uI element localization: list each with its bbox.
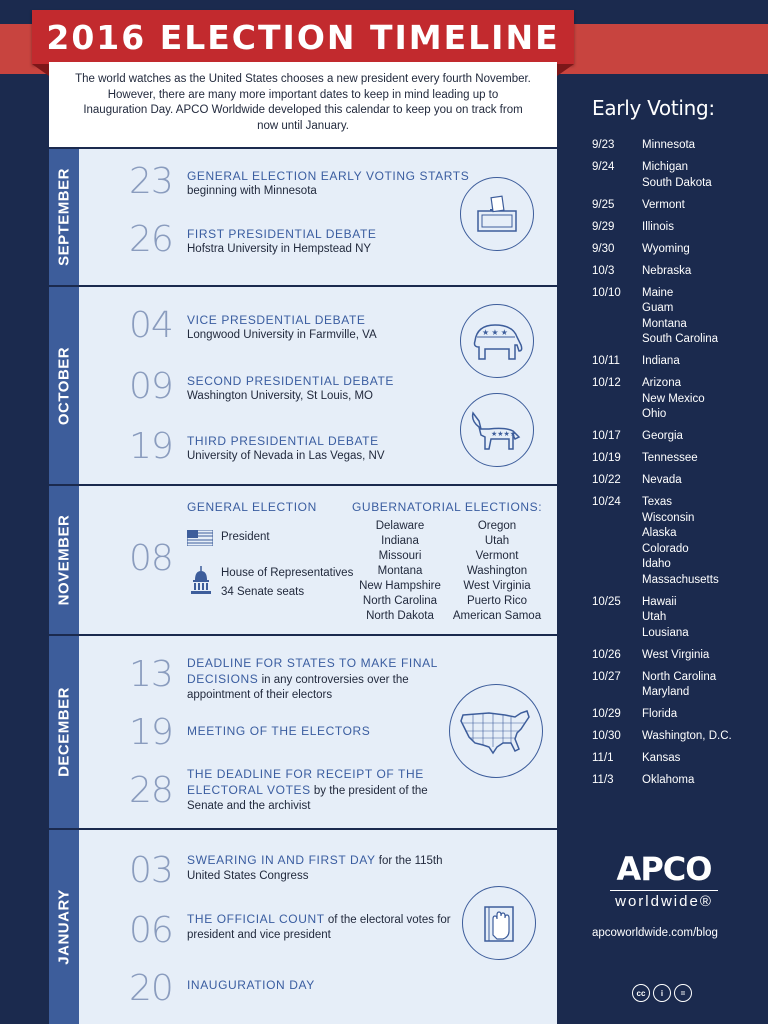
state-name: North Carolina (362, 595, 438, 607)
early-voting-states (642, 729, 762, 745)
intro-text: The world watches as the United States chooses a new president every fourth November. However, there are many more important dates to keep in mind leading up to Inauguration Day. APCO Worldwide developed this calendar to keep you on track from now until January. (49, 62, 557, 147)
early-voting-states (642, 286, 762, 348)
state-name: Missouri (378, 550, 422, 562)
event-desc: for the 115th United States Congress (187, 855, 443, 882)
early-voting-row (592, 198, 762, 214)
state-name: Illinois (642, 220, 674, 233)
early-voting-date: 9/25 (592, 198, 615, 211)
attribution-icon: i (653, 984, 671, 1002)
early-voting-row (592, 707, 762, 723)
early-voting-states (642, 429, 762, 445)
event-day: 03 (129, 850, 173, 891)
early-voting-date: 10/10 (592, 286, 621, 299)
event-desc: University of Nevada in Las Vegas, NV (187, 450, 385, 462)
early-voting-row (592, 648, 762, 664)
month-body (79, 149, 557, 285)
early-voting-states (642, 451, 762, 467)
early-voting-states (642, 198, 762, 214)
month-label: SEPTEMBER (55, 168, 73, 266)
early-voting-states (642, 376, 762, 423)
state-name: Maine (642, 286, 674, 299)
event-title: MEETING OF THE ELECTORS (187, 724, 371, 738)
no-derivatives-icon: = (674, 984, 692, 1002)
early-voting-date: 10/29 (592, 708, 621, 720)
early-voting-date: 10/30 (592, 730, 621, 742)
state-name: Washington, D.C. (642, 730, 732, 742)
early-voting-states (642, 751, 762, 767)
state-name: Washington (466, 565, 528, 577)
page-title: 2016 ELECTION TIMELINE (46, 17, 560, 57)
early-voting-states (642, 220, 762, 236)
early-voting-date: 10/22 (592, 474, 621, 486)
month-label: JANUARY (55, 889, 73, 965)
month-bar (49, 486, 79, 634)
state-name: Hawaii (642, 595, 677, 608)
early-voting-date: 10/19 (592, 452, 621, 464)
state-name: North Dakota (366, 610, 434, 622)
event-text (187, 227, 487, 257)
early-voting-states (642, 648, 762, 664)
early-voting-states (642, 595, 762, 642)
state-name: Utah (642, 611, 667, 623)
apco-logo (604, 850, 724, 910)
event-title: SECOND PRESIDENTIAL DEBATE (187, 374, 394, 388)
event-text (187, 853, 457, 884)
event-desc: by the president of the Senate and the archivist (187, 785, 428, 812)
early-voting-row (592, 670, 762, 701)
early-voting-row (592, 242, 762, 258)
event-text (187, 374, 487, 404)
flag-icon (187, 530, 213, 546)
early-voting-date: 10/24 (592, 496, 621, 508)
state-name: New Hampshire (359, 580, 441, 592)
early-voting-date: 10/17 (592, 430, 621, 442)
early-voting-date: 10/3 (592, 264, 615, 277)
banner-fold-left (32, 64, 49, 76)
cc-icon: cc (632, 984, 650, 1002)
month-november (49, 486, 557, 634)
president-label: President (221, 531, 270, 543)
state-name: Nevada (642, 474, 682, 486)
banner-fold-right (557, 64, 574, 76)
blog-url[interactable]: apcoworldwide.com/blog (592, 927, 718, 939)
state-name: Montana (377, 565, 423, 577)
state-name: Oregon (477, 520, 517, 532)
event-title: THIRD PRESIDENTIAL DEBATE (187, 434, 379, 448)
early-voting-title: Early Voting: (592, 96, 715, 120)
state-name: West Virginia (642, 648, 710, 661)
house-label: House of Representatives (221, 567, 354, 579)
state-name: New Mexico (642, 392, 705, 405)
state-name: Utah (484, 535, 510, 547)
creative-commons-badges (632, 984, 692, 1002)
month-bar (49, 636, 79, 828)
state-name: Vermont (642, 198, 685, 211)
month-label: OCTOBER (55, 346, 73, 425)
early-voting-date: 10/26 (592, 648, 621, 661)
early-voting-date: 10/27 (592, 670, 621, 683)
month-september (49, 149, 557, 285)
month-body (79, 486, 557, 634)
month-bar (49, 287, 79, 484)
early-voting-date: 11/1 (592, 752, 614, 764)
state-name: American Samoa (452, 610, 542, 622)
elephant-icon (460, 304, 534, 378)
early-voting-states (642, 473, 762, 489)
early-voting-date: 9/24 (592, 161, 615, 173)
event-title: DEADLINE FOR STATES TO MAKE FINAL DECISIONS (187, 656, 438, 686)
state-name: Georgia (642, 430, 683, 442)
event-day: 19 (129, 426, 173, 467)
state-name: Colorado (642, 542, 689, 555)
event-day: 28 (129, 770, 173, 811)
state-name: Wyoming (642, 242, 690, 255)
event-desc: Hofstra University in Hempstead NY (187, 243, 372, 255)
state-name: Kansas (642, 752, 681, 764)
early-voting-row (592, 451, 762, 467)
event-title: GENERAL ELECTION EARLY VOTING STARTS (187, 169, 470, 183)
logo-divider (610, 890, 718, 891)
month-bar (49, 830, 79, 1024)
early-voting-date: 9/23 (592, 139, 615, 151)
early-voting-date: 9/29 (592, 220, 615, 233)
event-title: VICE PRESDENTIAL DEBATE (187, 313, 366, 327)
early-voting-row (592, 286, 762, 348)
event-text (187, 767, 457, 814)
early-voting-states (642, 354, 762, 370)
early-voting-date: 9/30 (592, 242, 615, 255)
state-name: Texas (642, 496, 673, 508)
month-label: DECEMBER (55, 687, 73, 777)
early-voting-row (592, 376, 762, 423)
event-day: 06 (129, 910, 173, 951)
state-name: Delaware (375, 520, 425, 532)
early-voting-date: 11/3 (592, 774, 614, 786)
event-day: 23 (129, 161, 173, 202)
state-name: Massachusetts (642, 573, 719, 586)
early-voting-row (592, 220, 762, 236)
state-name: Michigan (642, 161, 689, 173)
early-voting-row (592, 751, 762, 767)
state-name: Alaska (642, 527, 677, 539)
event-title: SWEARING IN AND FIRST DAY (187, 853, 376, 867)
early-voting-row (592, 354, 762, 370)
event-day: 08 (129, 538, 173, 579)
month-october (49, 287, 557, 484)
senate-label: 34 Senate seats (221, 586, 305, 598)
state-name: Guam (642, 302, 674, 314)
early-voting-date: 10/12 (592, 377, 621, 389)
event-text (187, 912, 457, 943)
early-voting-row (592, 264, 762, 280)
early-voting-date: 10/25 (592, 595, 621, 608)
state-name: West Virginia (463, 580, 531, 592)
event-day: 20 (129, 968, 173, 1009)
state-name: Puerto Rico (466, 595, 528, 607)
early-voting-row (592, 160, 762, 191)
event-text (187, 724, 487, 740)
early-voting-row (592, 773, 762, 789)
event-title: INAUGURATION DAY (187, 978, 315, 992)
early-voting-row (592, 495, 762, 588)
event-desc: of the electoral votes for president and vice president (187, 914, 451, 941)
early-voting-states (642, 707, 762, 723)
early-voting-states (642, 160, 762, 191)
event-day: 04 (129, 305, 173, 346)
oath-bible-icon (462, 886, 536, 960)
event-title: THE DEADLINE FOR RECEIPT OF THE ELECTORAL VOTES (187, 767, 424, 797)
state-name: Indiana (642, 355, 680, 367)
event-desc: in any controversies over the appointment of their electors (187, 674, 409, 701)
gubernatorial-title: GUBERNATORIAL ELECTIONS: (352, 500, 543, 514)
state-name: Montana (642, 317, 687, 330)
early-voting-states (642, 242, 762, 258)
early-voting-row (592, 429, 762, 445)
event-day: 19 (129, 712, 173, 753)
early-voting-row (592, 138, 762, 154)
early-voting-list (592, 138, 762, 795)
early-voting-row (592, 595, 762, 642)
state-name: South Dakota (642, 176, 712, 189)
event-day: 09 (129, 366, 173, 407)
event-desc: beginning with Minnesota (187, 185, 317, 197)
state-name: South Carolina (642, 333, 719, 345)
state-name: Maryland (642, 686, 690, 698)
event-day: 13 (129, 654, 173, 695)
state-name: Oklahoma (642, 774, 695, 786)
us-map-icon (449, 684, 543, 778)
svg-text:★ ★ ★: ★ ★ ★ (482, 328, 508, 337)
early-voting-states (642, 495, 762, 588)
general-election-title: GENERAL ELECTION (187, 500, 317, 514)
early-voting-header (592, 96, 762, 120)
svg-text:★★★★: ★★★★ (491, 431, 517, 438)
early-voting-states (642, 773, 762, 789)
state-name: North Carolina (642, 670, 717, 683)
state-name: Arizona (642, 377, 681, 389)
event-text (187, 656, 447, 703)
event-text (187, 978, 487, 994)
month-bar (49, 149, 79, 285)
event-title: FIRST PRESIDENTIAL DEBATE (187, 227, 377, 241)
state-name: Vermont (475, 550, 519, 562)
event-text (187, 169, 487, 199)
donkey-icon (460, 393, 534, 467)
early-voting-row (592, 729, 762, 745)
title-banner (32, 10, 574, 64)
logo-wordmark: APCO (616, 850, 712, 888)
gubernatorial-column-2 (452, 519, 542, 624)
event-text (187, 313, 487, 343)
event-desc: Longwood University in Farmville, VA (187, 329, 377, 341)
month-body (79, 287, 557, 484)
event-title: THE OFFICIAL COUNT (187, 912, 325, 926)
month-label: NOVEMBER (55, 514, 73, 606)
state-name: Idaho (642, 558, 671, 570)
capitol-icon (191, 566, 211, 594)
state-name: Wisconsin (642, 511, 695, 524)
month-january (49, 830, 557, 1024)
state-name: Indiana (381, 535, 419, 547)
event-desc: Washington University, St Louis, MO (187, 390, 373, 402)
early-voting-states (642, 670, 762, 701)
ballot-box-icon (460, 177, 534, 251)
event-day: 26 (129, 219, 173, 260)
early-voting-states (642, 138, 762, 154)
state-name: Florida (642, 708, 678, 720)
month-body (79, 830, 557, 1024)
state-name: Minnesota (642, 139, 696, 151)
state-name: Nebraska (642, 264, 692, 277)
state-name: Tennessee (642, 452, 698, 464)
gubernatorial-column-1 (357, 519, 443, 624)
month-body (79, 636, 557, 828)
event-text (187, 434, 487, 464)
state-name: Ohio (642, 408, 667, 420)
early-voting-states (642, 264, 762, 280)
state-name: Lousiana (642, 626, 689, 639)
logo-subtitle: worldwide® (615, 893, 713, 910)
early-voting-date: 10/11 (592, 355, 620, 367)
early-voting-row (592, 473, 762, 489)
month-december (49, 636, 557, 828)
